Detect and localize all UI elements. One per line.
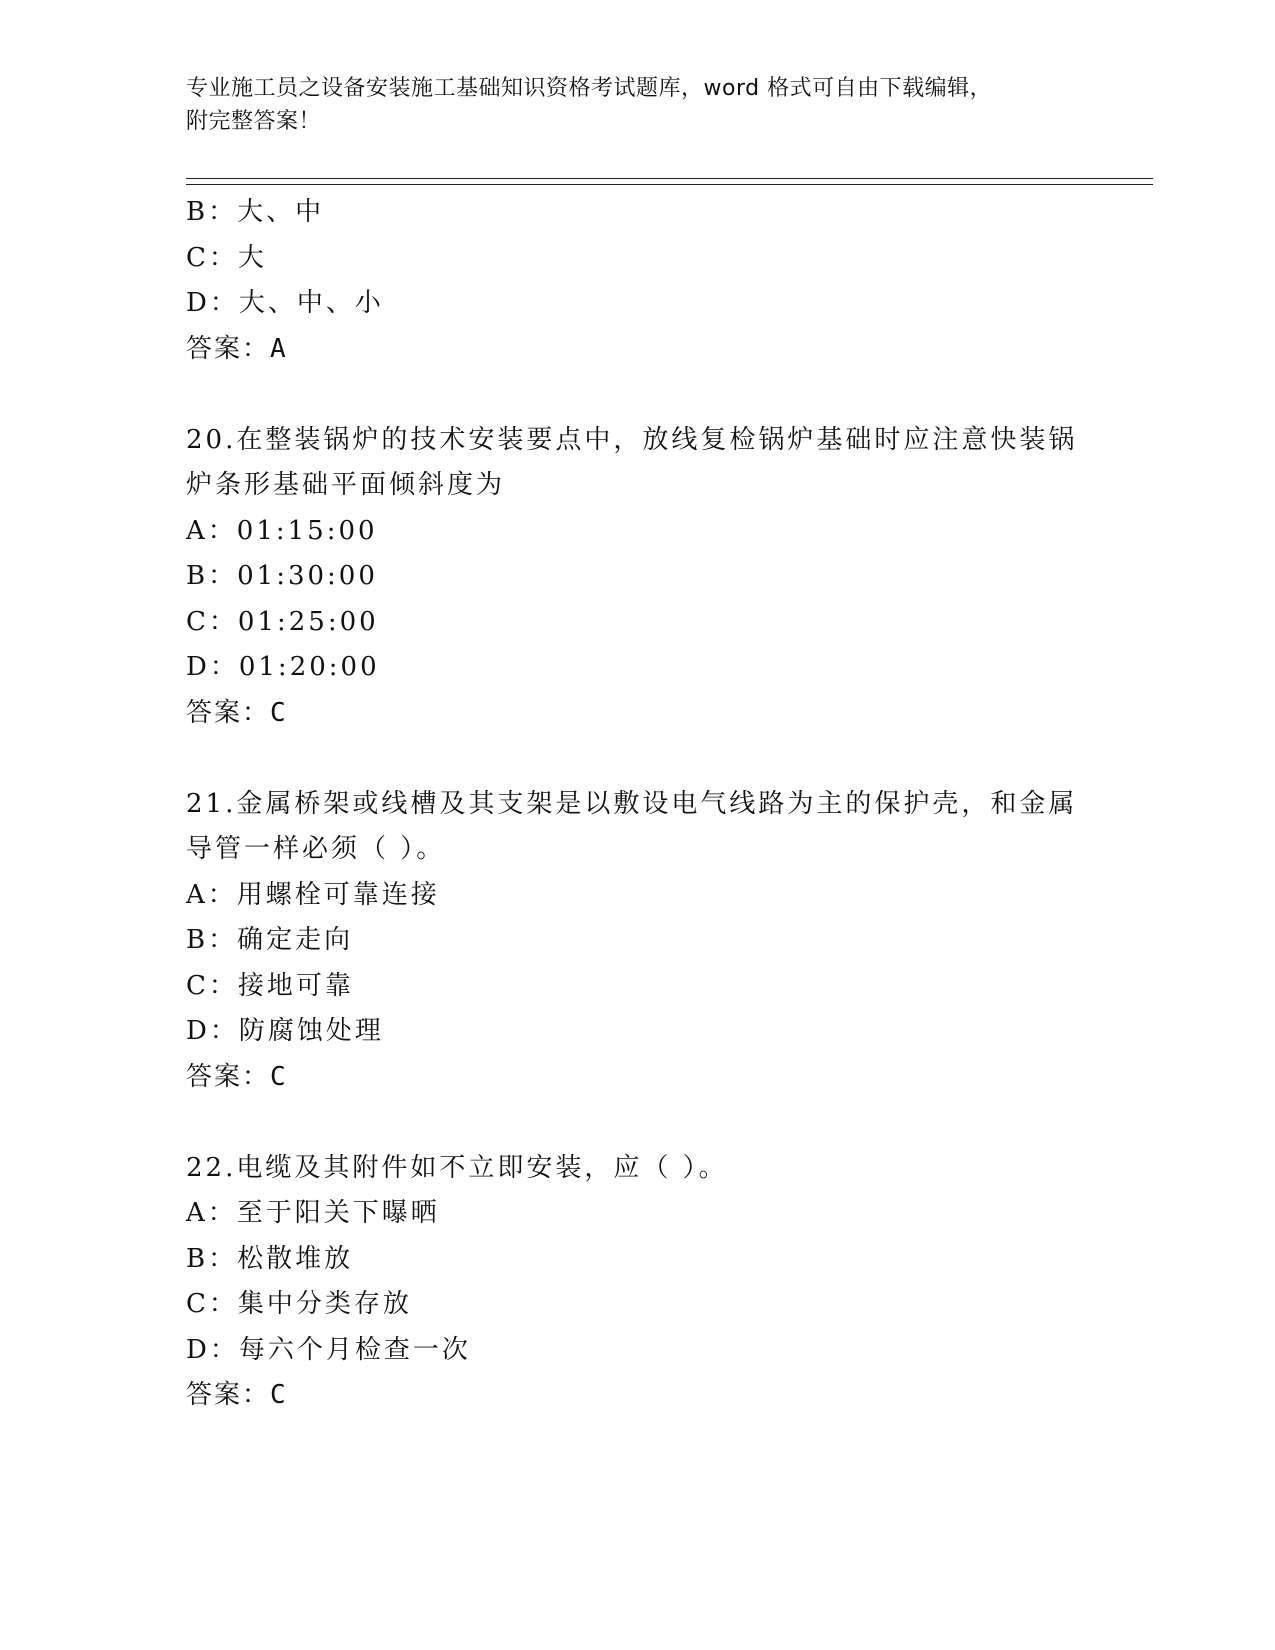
answer-value: C [270,697,288,728]
answer-value: C [270,1061,288,1092]
answer-label: 答案： [186,1061,271,1092]
answer-label: 答案： [186,1380,271,1410]
document-header [186,72,1066,138]
option-d: D：防腐蚀处理 [186,1016,384,1046]
answer-value: C [270,1380,288,1410]
question-text-line-1: 20.在整装锅炉的技术安装要点中，放线复检锅炉基础时应注意快装锅 [186,424,1078,455]
question-text-line-1: 22.电缆及其附件如不立即安装，应（ ）。 [186,1152,728,1183]
partial-question [186,190,1086,372]
answer-line [186,1373,1086,1419]
question-list [186,190,1086,1419]
question-text-line-2: 导管一样必须（ ）。 [186,834,446,864]
answer-label: 答案： [186,333,271,364]
header-rule-bottom [186,184,1153,185]
option-a: A：至于阳关下曝晒 [186,1198,440,1228]
option-d: D：每六个月检查一次 [186,1334,471,1365]
question-20 [186,418,1086,737]
option-b: B：大、中 [186,197,325,227]
option-d: D：01:20:00 [186,652,380,682]
answer-line [186,1055,1086,1101]
option-c: C：大 [186,242,267,273]
option-d: D：大、中、小 [186,288,384,318]
header-rule-top [186,178,1153,179]
option-c: C：集中分类存放 [186,1289,412,1319]
option-b: B：确定走向 [186,925,354,955]
answer-value: A [270,333,288,364]
option-a: A：用螺栓可靠连接 [186,879,440,910]
option-a: A：01:15:00 [186,515,378,546]
option-b: B：松散堆放 [186,1243,354,1274]
question-text-line-2: 炉条形基础平面倾斜度为 [186,470,506,500]
question-text-line-1: 21.金属桥架或线槽及其支架是以敷设电气线路为主的保护壳，和金属 [186,788,1078,819]
option-b: B：01:30:00 [186,561,378,591]
option-c: C：接地可靠 [186,970,354,1001]
question-21 [186,782,1086,1101]
answer-label: 答案： [186,697,271,728]
header-line-1: 专业施工员之设备安装施工基础知识资格考试题库，word 格式可自由下载编辑， [186,76,993,101]
header-line-2: 附完整答案！ [186,109,322,134]
answer-line [186,691,1086,737]
option-c: C：01:25:00 [186,606,379,637]
answer-line [186,327,1086,373]
question-22 [186,1146,1086,1419]
